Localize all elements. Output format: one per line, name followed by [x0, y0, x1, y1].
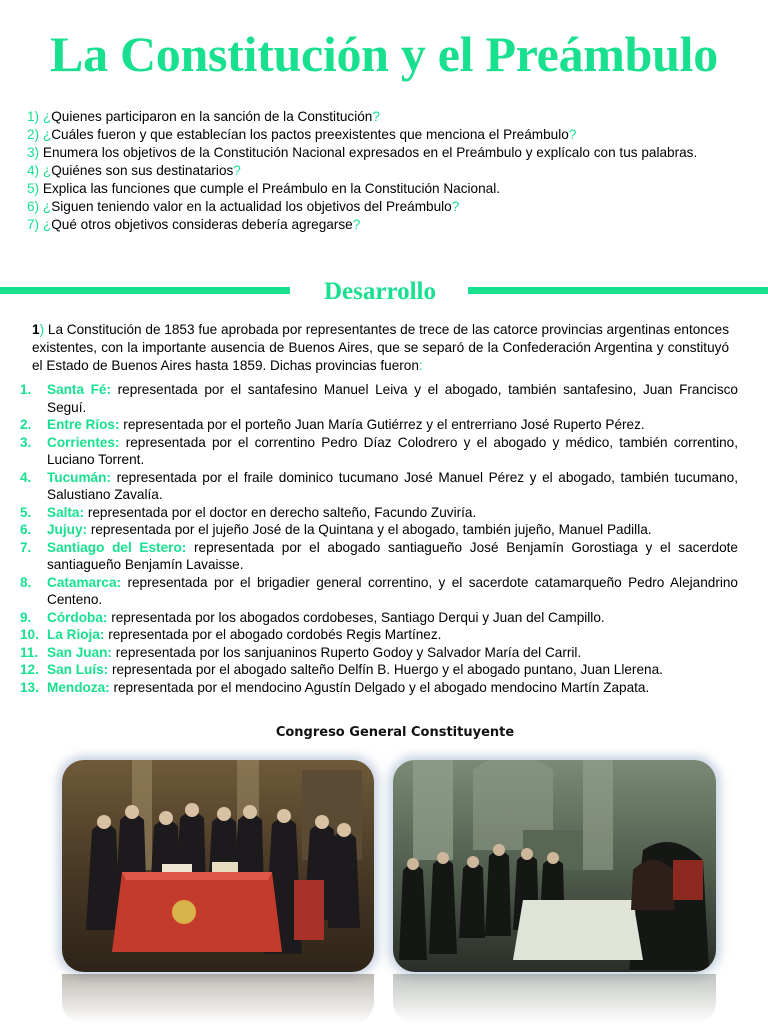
intro-paragraph [32, 321, 729, 375]
question-text: Siguen teniendo valor en la actualidad los objetivos del Preámbulo [51, 199, 452, 214]
province-item [20, 644, 738, 662]
province-number: 13. [20, 679, 39, 695]
province-number: 7. [20, 539, 32, 555]
province-number: 1. [20, 382, 32, 397]
page-title: La Constitución y el Preámbulo [50, 26, 718, 82]
province-name: Mendoza: [47, 679, 110, 695]
province-number: 9. [20, 609, 32, 625]
province-body [47, 521, 738, 539]
question-number: 6) [27, 199, 40, 214]
question-text: Quienes participaron en la sanción de la Constitución [51, 109, 373, 124]
province-number: 6. [20, 522, 32, 537]
question-text: Enumera los objetivos de la Constitución Nacional expresados en el Preámbulo y explícalo con tus palabras. [42, 145, 698, 160]
province-item [20, 434, 738, 469]
intro-colon: : [418, 358, 423, 373]
province-text: representada por el doctor en derecho salteño, Facundo Zuviría. [87, 504, 477, 520]
question-open-mark: ¿ [42, 199, 52, 214]
province-text: representada por los abogados cordobeses, Santiago Derqui y Juan del Campillo. [111, 609, 605, 625]
question-close-mark: ? [352, 217, 361, 232]
province-name: San Juan: [47, 644, 112, 660]
intro-paren: ) [39, 322, 45, 337]
province-body [47, 626, 738, 644]
question-close-mark: ? [451, 199, 460, 214]
province-text: representada por el mendocino Agustín Delgado y el abogado mendocino Martín Zapata. [113, 679, 650, 695]
question-close-mark: ? [372, 109, 380, 124]
intro-text: La Constitución de 1853 fue aprobada por representantes de trece de las catorce provincias argentinas entonces existentes, con la importante ausencia de Buenos Aires, que se separó de la Confederación Argentina y constituyó el Estado de Buenos Aires hasta 1859. Dichas provincias fueron [32, 322, 729, 373]
provinces-list [20, 381, 738, 696]
question-text: Qué otros objetivos consideras debería agregarse [51, 217, 353, 232]
province-body [47, 644, 738, 662]
question-close-mark: ? [233, 163, 241, 178]
question-item [27, 126, 741, 144]
province-name: Tucumán: [47, 469, 111, 485]
province-text: representada por el brigadier general correntino, y el sacerdote catamarqueño Pedro Alejandrino Centeno. [47, 574, 738, 607]
question-item [27, 162, 741, 180]
question-text: Cuáles fueron y que establecían los pactos preexistentes que menciona el Preámbulo [51, 127, 569, 142]
province-text: representada por el jujeño José de la Quintana y el abogado, también jujeño, Manuel Padilla. [90, 522, 652, 537]
province-number: 5. [20, 504, 32, 520]
question-number: 4) [27, 163, 40, 178]
province-number: 2. [20, 417, 32, 432]
province-body [47, 381, 738, 416]
province-item [20, 469, 738, 504]
province-number: 8. [20, 574, 32, 590]
intro-number: 1 [32, 322, 40, 337]
questions-list [27, 108, 741, 234]
province-number: 4. [20, 469, 32, 485]
province-text: representada por el abogado cordobés Regis Martínez. [108, 627, 442, 642]
province-body [47, 416, 738, 434]
question-item [27, 108, 741, 126]
question-text: Explica las funciones que cumple el Preámbulo en la Constitución Nacional. [42, 181, 501, 196]
question-item [27, 144, 741, 162]
province-item [20, 679, 738, 697]
painting-right-image [393, 760, 716, 972]
province-item [20, 539, 738, 574]
province-name: Jujuy: [47, 522, 88, 537]
province-name: Salta: [47, 504, 85, 520]
province-item [20, 574, 738, 609]
question-open-mark: ¿ [42, 109, 52, 124]
question-item [27, 216, 741, 234]
province-name: La Rioja: [47, 627, 105, 642]
province-body [47, 539, 738, 574]
province-body [47, 609, 738, 627]
section-divider-left [0, 287, 290, 294]
province-item [20, 416, 738, 434]
province-number: 11. [20, 644, 39, 660]
question-open-mark: ¿ [42, 217, 52, 232]
province-item [20, 381, 738, 416]
province-name: Santiago del Estero: [47, 539, 187, 555]
province-name: Santa Fé: [47, 382, 112, 397]
province-text: representada por el fraile dominico tucumano José Manuel Pérez y el abogado, también tucumano, Salustiano Zavalía. [47, 469, 738, 502]
province-name: Entre Ríos: [47, 417, 120, 432]
province-text: representada por el santafesino Manuel Leiva y el abogado, también santafesino, Juan Francisco Seguí. [47, 382, 738, 415]
province-number: 12. [20, 662, 39, 677]
province-text: representada por el porteño Juan María Gutiérrez y el entrerriano José Ruperto Pérez. [123, 417, 645, 432]
province-number: 3. [20, 434, 32, 450]
province-text: representada por el abogado santiagueño José Benjamín Gorostiaga y el sacerdote santiagueño Benjamín Lavaisse. [47, 539, 738, 572]
province-name: Corrientes: [47, 434, 120, 450]
province-item [20, 609, 738, 627]
section-divider-right [468, 287, 768, 294]
question-number: 2) [27, 127, 40, 142]
question-open-mark: ¿ [42, 127, 52, 142]
painting-left-reflection [62, 974, 374, 1024]
province-item [20, 626, 738, 644]
province-body [47, 661, 738, 679]
province-item [20, 661, 738, 679]
province-item [20, 504, 738, 522]
province-text: representada por el abogado salteño Delfín B. Huergo y el abogado puntano, Juan Llerena. [111, 662, 663, 677]
question-text: Quiénes son sus destinatarios [51, 163, 234, 178]
province-body [47, 504, 738, 522]
question-item [27, 180, 741, 198]
question-open-mark: ¿ [42, 163, 52, 178]
province-text: representada por el correntino Pedro Díaz Colodrero y el abogado y médico, también correntino, Luciano Torrent. [47, 434, 738, 467]
section-title: Desarrollo [323, 278, 436, 305]
province-name: Catamarca: [47, 574, 122, 590]
province-number: 10. [20, 627, 39, 642]
province-text: representada por los sanjuaninos Ruperto Godoy y Salvador María del Carril. [115, 644, 582, 660]
question-item [27, 198, 741, 216]
province-body [47, 679, 738, 697]
question-number: 1) [27, 109, 40, 124]
painting-congress-left [62, 760, 374, 972]
painting-congress-right [393, 760, 716, 972]
province-item [20, 521, 738, 539]
image-caption: Congreso General Constituyente [275, 725, 515, 740]
question-close-mark: ? [568, 127, 577, 142]
painting-right-reflection [393, 974, 716, 1024]
province-body [47, 434, 738, 469]
province-body [47, 469, 738, 504]
question-number: 3) [27, 145, 40, 160]
province-body [47, 574, 738, 609]
painting-left-image [62, 760, 374, 972]
province-name: San Luís: [47, 662, 109, 677]
question-number: 7) [27, 217, 40, 232]
question-number: 5) [27, 181, 40, 196]
province-name: Córdoba: [47, 609, 108, 625]
